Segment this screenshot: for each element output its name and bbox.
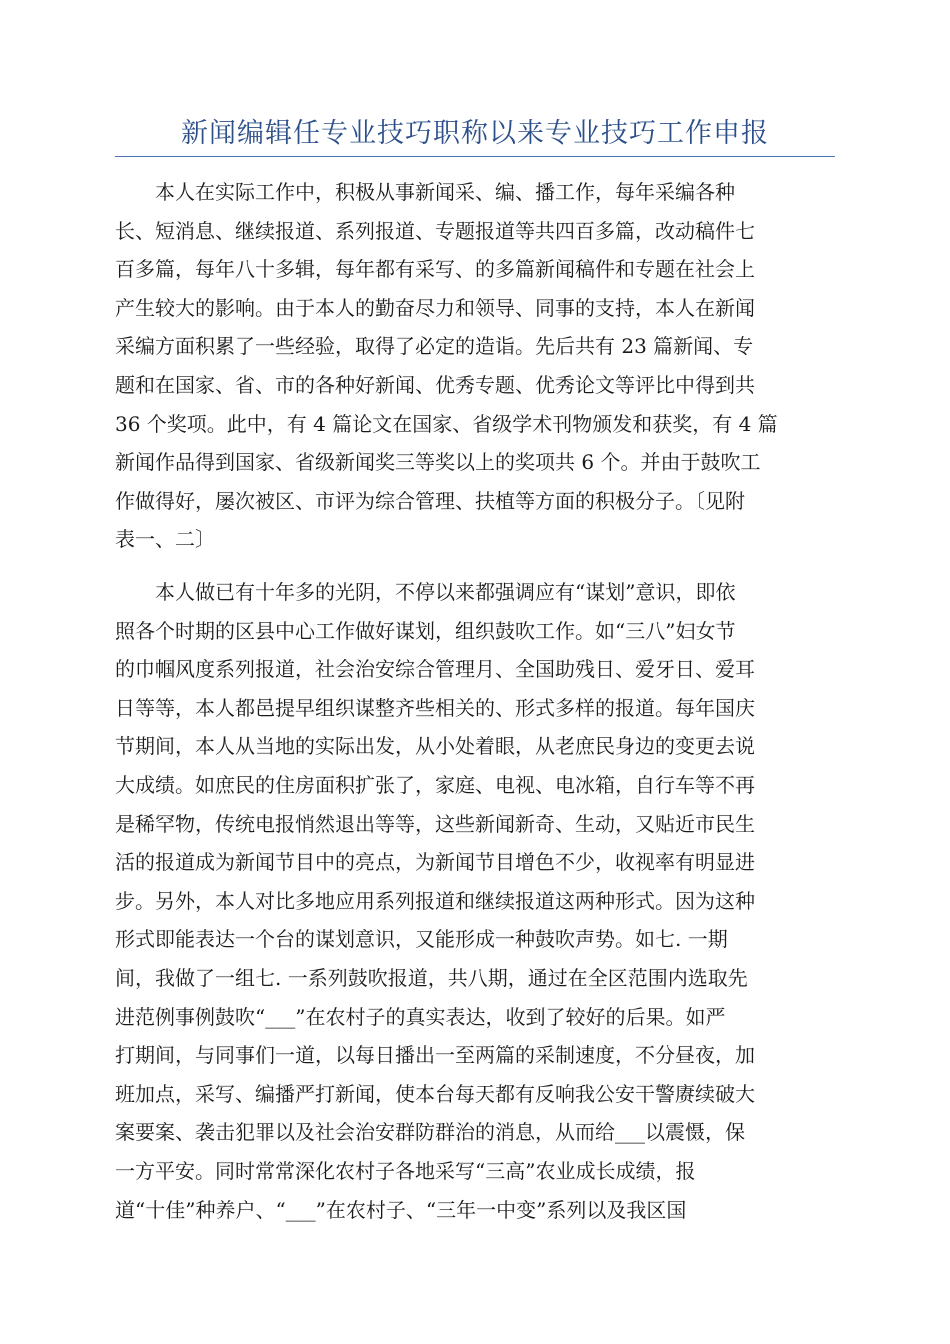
text-line: 百多篇，每年八十多辑，每年都有采写、的多篇新闻稿件和专题在社会上 bbox=[115, 257, 755, 282]
text-line: 新闻作品得到国家、省级新闻奖三等奖以上的奖项共 6 个。并由于鼓吹工 bbox=[115, 450, 761, 475]
text-line: 题和在国家、省、市的各种好新闻、优秀专题、优秀论文等评比中得到共 bbox=[115, 372, 755, 397]
text-line: 作做得好，屡次被区、市评为综合管理、扶植等方面的积极分子。〔见附 bbox=[115, 488, 745, 513]
text-line: 大成绩。如庶民的住房面积扩张了，家庭、电视、电冰箱，自行车等不再 bbox=[115, 772, 755, 797]
text-line: 是稀罕物，传统电报悄然退出等等，这些新闻新奇、生动，又贴近市民生 bbox=[115, 811, 755, 836]
text-line: 道“十佳”种养户、“___”在农村子、“三年一中变”系列以及我区国 bbox=[115, 1197, 687, 1222]
text-line: 一方平安。同时常常深化农村子各地采写“三高”农业成长成绩，报 bbox=[115, 1158, 696, 1183]
paragraph-2 bbox=[115, 573, 835, 1229]
text-line: 节期间，本人从当地的实际出发，从小处着眼，从老庶民身边的变更去说 bbox=[115, 734, 755, 759]
text-line: 班加点，采写、编播严打新闻，使本台每天都有反响我公安干警赓续破大 bbox=[115, 1081, 755, 1106]
text-line: 案要案、袭击犯罪以及社会治安群防群治的消息，从而给___以震慑，保 bbox=[115, 1120, 745, 1145]
text-line: 打期间，与同事们一道，以每日播出一至两篇的采制速度，不分昼夜，加 bbox=[115, 1043, 755, 1068]
text-line: 步。另外，本人对比多地应用系列报道和继续报道这两种形式。因为这种 bbox=[115, 888, 755, 913]
text-line: 本人做已有十年多的光阴，不停以来都强调应有“谋划”意识，即依 bbox=[115, 580, 736, 604]
text-line: 进范例事例鼓吹“___”在农村子的真实表达，收到了较好的后果。如严 bbox=[115, 1004, 726, 1029]
text-line: 表一、二〕 bbox=[115, 527, 215, 552]
paragraph-1 bbox=[115, 173, 835, 559]
text-line: 36 个奖项。此中，有 4 篇论文在国家、省级学术刊物颁发和获奖，有 4 篇 bbox=[115, 411, 778, 436]
title-underline bbox=[115, 156, 835, 157]
text-line: 形式即能表达一个台的谋划意识，又能形成一种鼓吹声势。如七. 一期 bbox=[115, 927, 728, 952]
text-line: 长、短消息、继续报道、系列报道、专题报道等共四百多篇，改动稿件七 bbox=[115, 218, 755, 243]
text-line: 日等等，本人都邑提早组织谋整齐些相关的、形式多样的报道。每年国庆 bbox=[115, 695, 755, 720]
text-line: 活的报道成为新闻节目中的亮点，为新闻节目增色不少，收视率有明显进 bbox=[115, 850, 755, 875]
document-title: 新闻编辑任专业技巧职称以来专业技巧工作申报 bbox=[181, 118, 769, 149]
text-line: 本人在实际工作中，积极从事新闻采、编、播工作，每年采编各种 bbox=[115, 180, 735, 204]
text-line: 采编方面积累了一些经验，取得了必定的造诣。先后共有 23 篇新闻、专 bbox=[115, 334, 754, 359]
text-line: 间，我做了一组七. 一系列鼓吹报道，共八期，通过在全区范围内选取先 bbox=[115, 965, 748, 990]
text-line: 的巾帼风度系列报道，社会治安综合管理月、全国助残日、爱牙日、爱耳 bbox=[115, 657, 755, 682]
text-line: 照各个时期的区县中心工作做好谋划，组织鼓吹工作。如“三八”妇女节 bbox=[115, 618, 736, 643]
text-line: 产生较大的影响。由于本人的勤奋尽力和领导、同事的支持，本人在新闻 bbox=[115, 295, 755, 320]
